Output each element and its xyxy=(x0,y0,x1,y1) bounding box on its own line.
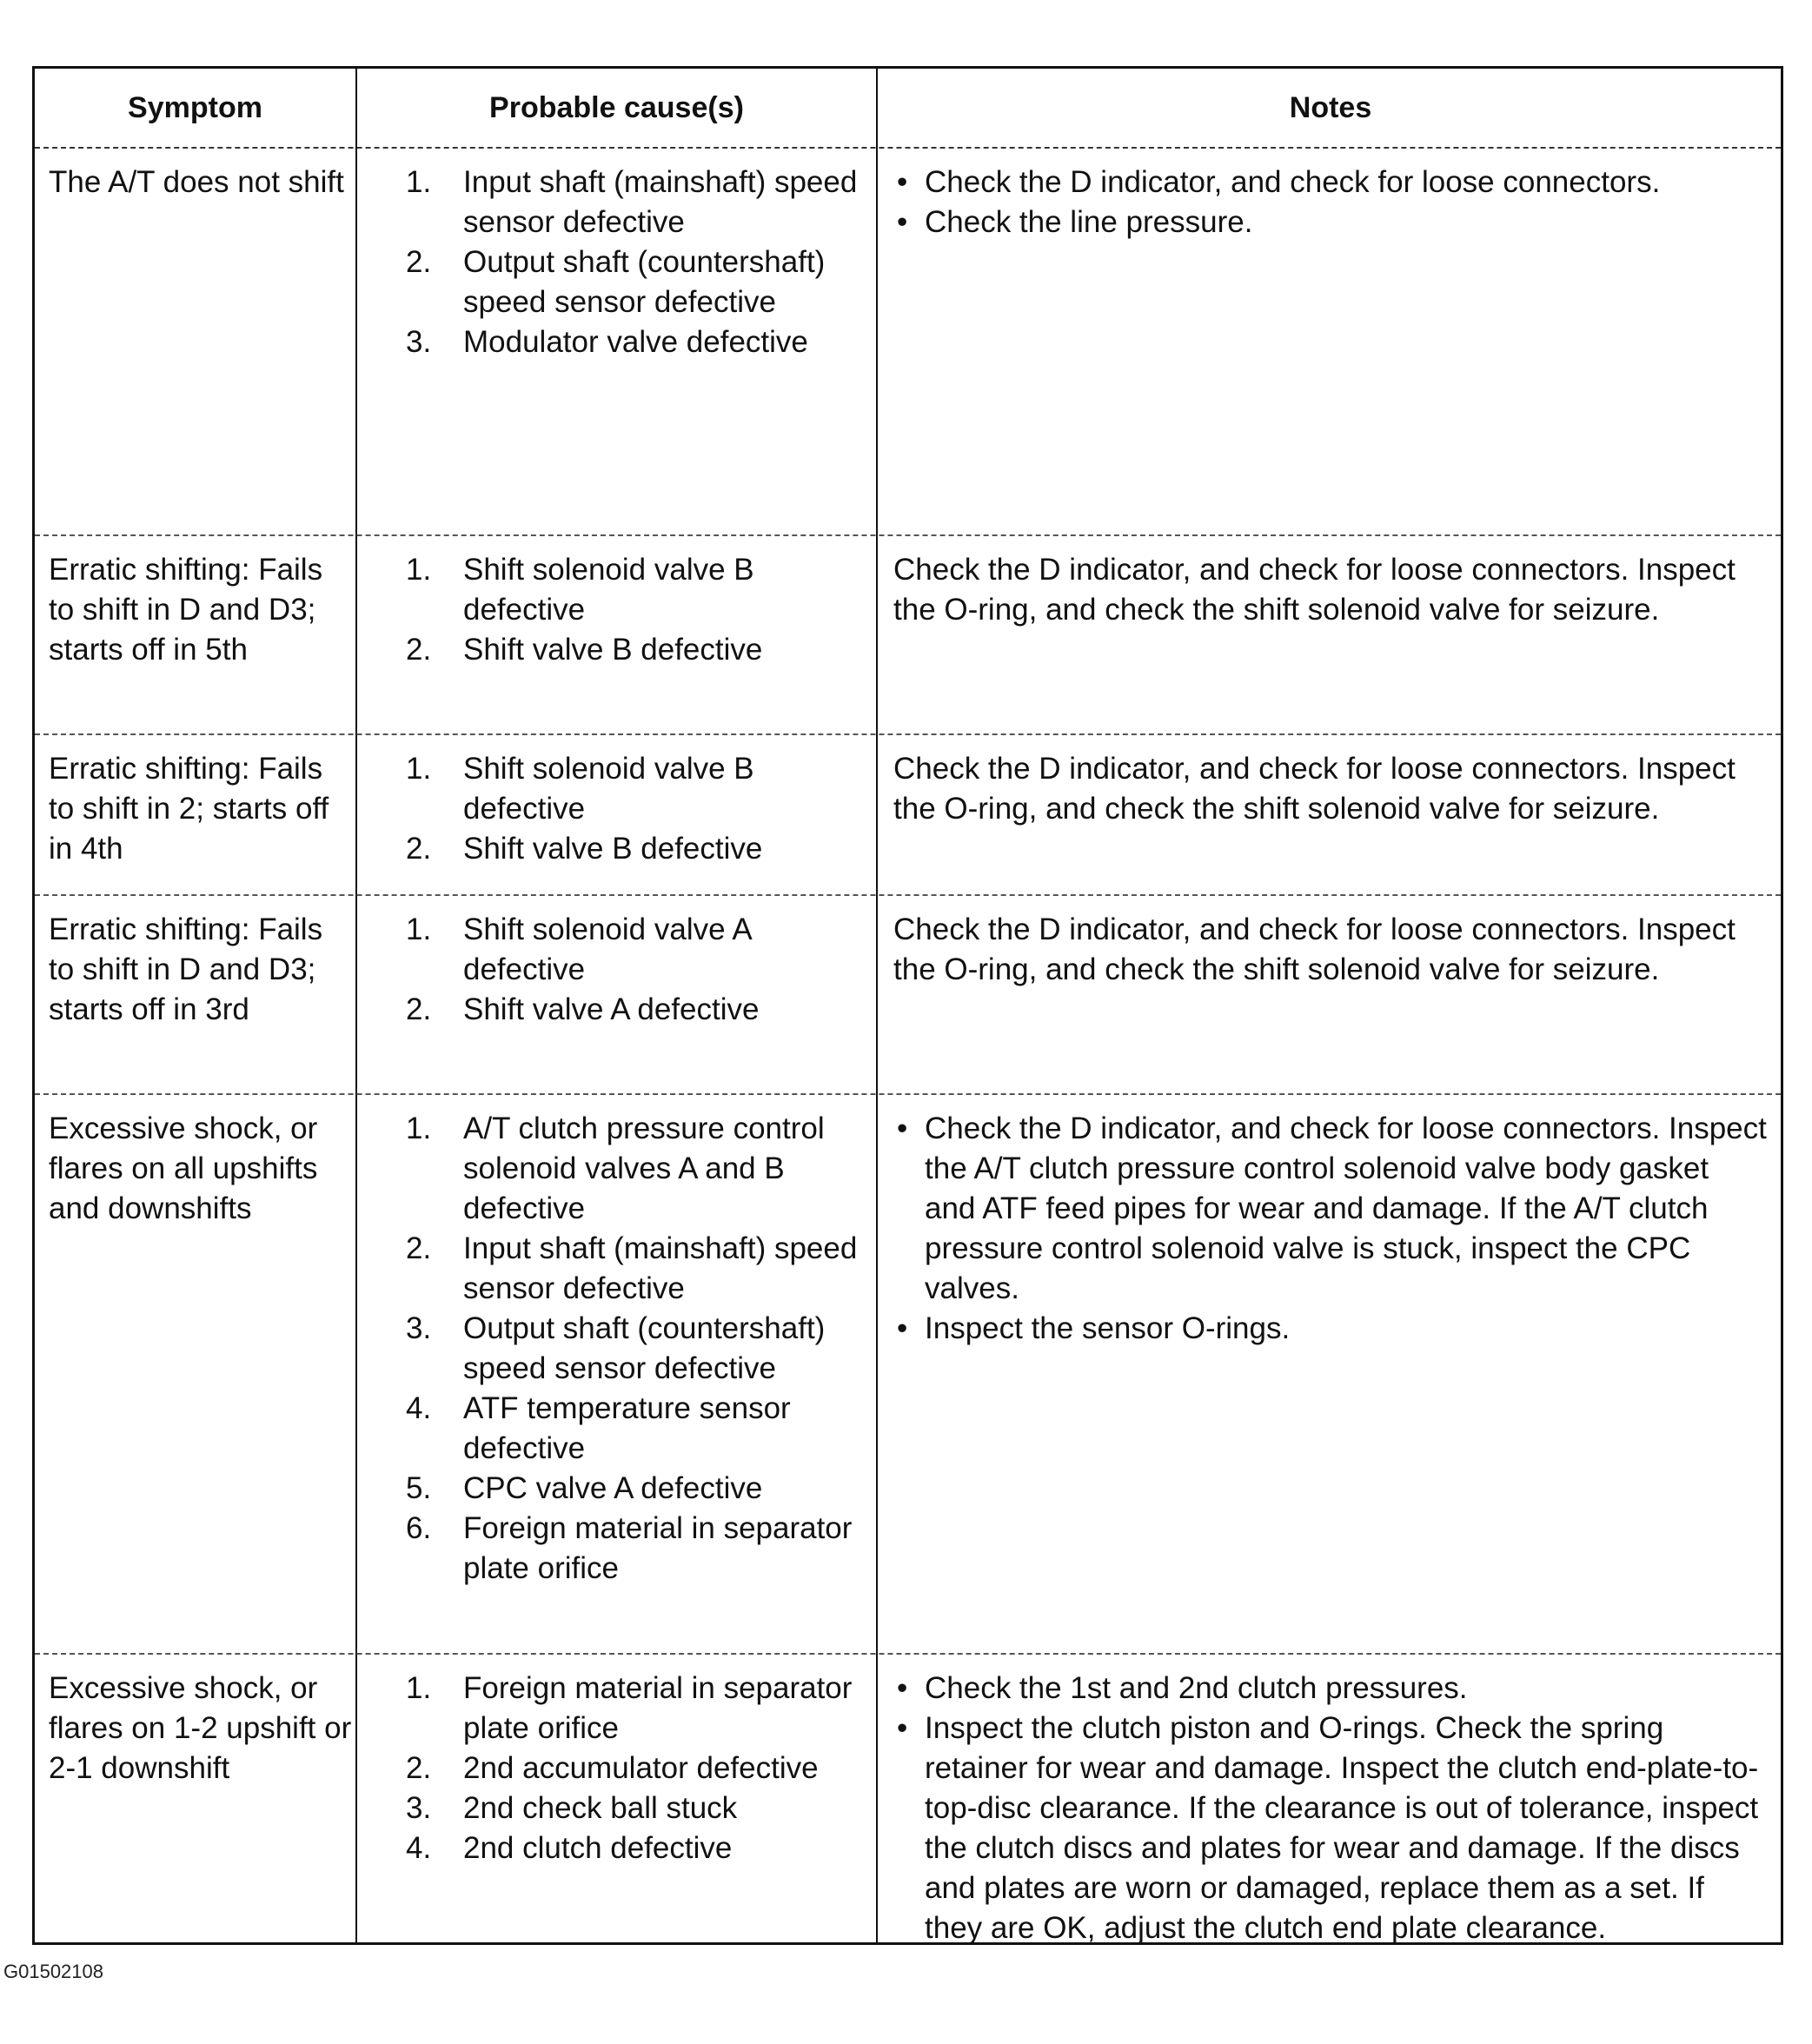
cause-item: 2. Shift valve A defective xyxy=(406,992,760,1026)
causes-cell xyxy=(357,1095,876,1653)
causes-cell xyxy=(357,735,876,894)
note-item: • Check the D indicator, and check for loose connectors. Inspect the A/T clutch pressure control solenoid valve body gasket and ATF feed pipes for wear and damage. If the A/T clutch pressure control solenoid valve is stuck, inspect the CPC valves. xyxy=(893,1109,1768,1309)
notes-cell: Check the D indicator, and check for loose connectors. Inspect the O-ring, and check the shift solenoid valve for seizure. xyxy=(893,553,1736,627)
cause-item: 2. Shift valve B defective xyxy=(406,832,763,866)
note-item: • Check the D indicator, and check for loose connectors. xyxy=(893,163,1768,202)
table-row xyxy=(35,896,1781,1093)
cause-item: 1. Foreign material in separator plate orifice xyxy=(406,1671,853,1745)
symptom-cell: Erratic shifting: Fails to shift in D and D3; starts off in 5th xyxy=(49,553,323,667)
table-row xyxy=(35,1655,1781,1945)
notes-cell: Check the D indicator, and check for loose connectors. Inspect the O-ring, and check the shift solenoid valve for seizure. xyxy=(893,752,1736,826)
causes-cell xyxy=(357,1655,876,1942)
notes-cell: Check the D indicator, and check for loose connectors. Inspect the O-ring, and check the shift solenoid valve for seizure. xyxy=(893,912,1736,986)
cause-item: 6. Foreign material in separator plate orifice xyxy=(406,1511,853,1585)
notes-cell xyxy=(878,1095,1783,1653)
symptom-cell: The A/T does not shift xyxy=(49,165,344,199)
symptom-cell: Erratic shifting: Fails to shift in 2; starts off in 4th xyxy=(49,752,329,866)
cause-item: 2. 2nd accumulator defective xyxy=(406,1751,819,1785)
cause-item: 1. A/T clutch pressure control solenoid valves A and B defective xyxy=(406,1112,825,1225)
header-symptom: Symptom xyxy=(128,90,262,124)
note-item: • Inspect the clutch piston and O-rings. Check the spring retainer for wear and damage. Inspect the clutch end-plate-to-top-disc clearance. If the clearance is out of tolerance, inspect the clutch discs and plates for wear and damage. If the discs and plates are worn or damaged, replace them as a set. If they are OK, adjust the clutch end plate clearance. xyxy=(893,1709,1768,1948)
symptom-cell: Erratic shifting: Fails to shift in D and D3; starts off in 3rd xyxy=(49,912,323,1026)
header-probable-causes: Probable cause(s) xyxy=(489,90,744,124)
table-row xyxy=(35,536,1781,733)
note-item: • Check the 1st and 2nd clutch pressures. xyxy=(893,1669,1768,1709)
cause-item: 4. ATF temperature sensor defective xyxy=(406,1391,791,1465)
header-row xyxy=(35,69,1781,147)
symptom-cell: Excessive shock, or flares on all upshifts and downshifts xyxy=(49,1112,318,1225)
note-item: • Check the line pressure. xyxy=(893,202,1768,242)
table-row xyxy=(35,735,1781,894)
symptom-cell: Excessive shock, or flares on 1-2 upshift or 2-1 downshift xyxy=(49,1671,352,1785)
cause-item: 1. Input shaft (mainshaft) speed sensor defective xyxy=(406,165,858,239)
cause-item: 2. Input shaft (mainshaft) speed sensor defective xyxy=(406,1231,858,1305)
causes-cell xyxy=(357,536,876,733)
note-item: • Inspect the sensor O-rings. xyxy=(893,1309,1768,1349)
cause-item: 3. 2nd check ball stuck xyxy=(406,1791,738,1825)
cause-item: 3. Output shaft (countershaft) speed sensor defective xyxy=(406,1311,826,1385)
cause-item: 2. Shift valve B defective xyxy=(406,633,763,667)
causes-cell xyxy=(357,896,876,1093)
notes-cell xyxy=(878,1655,1783,1945)
cause-item: 1. Shift solenoid valve A defective xyxy=(406,912,751,986)
cause-item: 5. CPC valve A defective xyxy=(406,1471,763,1505)
table-row xyxy=(35,1095,1781,1653)
cause-item: 4. 2nd clutch defective xyxy=(406,1831,733,1865)
cause-item: 2. Output shaft (countershaft) speed sensor defective xyxy=(406,245,826,319)
troubleshooting-table xyxy=(32,66,1783,1945)
figure-id: G01502108 xyxy=(3,1961,103,1982)
table-row xyxy=(35,149,1781,534)
cause-item: 3. Modulator valve defective xyxy=(406,325,808,359)
notes-cell xyxy=(878,149,1783,534)
header-notes: Notes xyxy=(1289,90,1372,124)
cause-item: 1. Shift solenoid valve B defective xyxy=(406,553,754,627)
causes-cell xyxy=(357,149,876,534)
cause-item: 1. Shift solenoid valve B defective xyxy=(406,752,754,826)
